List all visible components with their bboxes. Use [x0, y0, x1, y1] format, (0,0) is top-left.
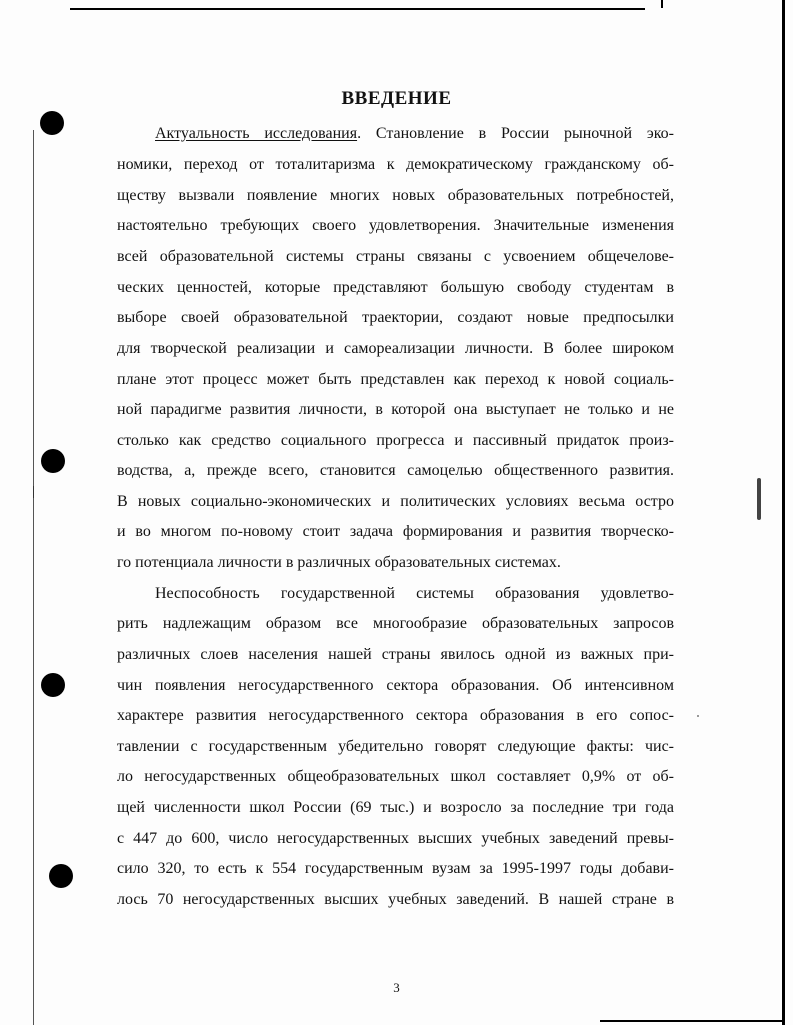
- paragraph-line: В новых социально-экономических и политических условиях весьма остро: [117, 493, 674, 510]
- page-number: 3: [393, 980, 400, 995]
- punch-hole-icon: [41, 673, 65, 697]
- paragraph-line: и во многом по-новому стоит задача формирования и развития творческо-: [117, 523, 674, 540]
- punch-hole-icon: [49, 864, 73, 888]
- paragraph-line: номики, переход от тоталитаризма к демократическому гражданскому об-: [117, 156, 674, 173]
- section-lead: Актуальность исследования: [155, 125, 358, 142]
- punch-hole-icon: [40, 111, 64, 135]
- paragraph-line: плане этот процесс может быть представлен как переход к новой социаль-: [117, 371, 674, 388]
- scan-speck: [697, 715, 699, 717]
- paragraph-line: характере развития негосударственного сектора образования в его сопос-: [117, 707, 674, 724]
- paragraph-line: лось 70 негосударственных высших учебных заведений. В нашей стране в: [117, 891, 674, 908]
- scan-edge-top: [70, 8, 645, 10]
- paragraph-line: щей численности школ России (69 тыс.) и возросло за последние три года: [117, 799, 674, 816]
- scan-smudge: [757, 478, 761, 520]
- paragraph-line: выборе своей образовательной траектории, создают новые предпосылки: [117, 309, 674, 326]
- scan-edge-tick: [661, 0, 663, 8]
- paragraph-line: ществу вызвали появление многих новых образовательных потребностей,: [117, 187, 674, 204]
- paragraph-line: го потенциала личности в различных образовательных системах.: [117, 554, 561, 571]
- paragraph-line: ческих ценностей, которые представляют большую свободу студентам в: [117, 279, 674, 296]
- paragraph-line: для творческой реализации и самореализации личности. В более широком: [117, 340, 674, 357]
- paragraph-line: тавлении с государственным убедительно говорят следующие факты: чис-: [117, 738, 674, 755]
- paragraph-line: водства, а, прежде всего, становится самоцелью общественного развития.: [117, 462, 674, 479]
- paragraph-line: с 447 до 600, число негосударственных высших учебных заведений превы-: [117, 830, 674, 847]
- scan-mark: [33, 486, 34, 498]
- paragraph-line: ло негосударственных общеобразовательных школ составляет 0,9% от об-: [117, 768, 674, 785]
- paragraph-line: Неспособность государственной системы образования удовлетво-: [155, 585, 674, 602]
- paragraph-line: различных слоев населения нашей страны явилось одной из важных при-: [117, 646, 674, 663]
- paragraph-line: настоятельно требующих своего удовлетворения. Значительные изменения: [117, 217, 674, 234]
- punch-hole-icon: [41, 449, 65, 473]
- paragraph-line: чин появления негосударственного сектора образования. Об интенсивном: [117, 677, 674, 694]
- paragraph-line: столько как средство социального прогресса и пассивный придаток произ-: [117, 432, 674, 449]
- scan-edge-bottom: [600, 1020, 782, 1022]
- page-title: ВВЕДЕНИЕ: [341, 88, 452, 109]
- section-lead-rest: . Становление в России рыночной эко-: [357, 125, 674, 142]
- scan-edge-left: [33, 130, 34, 1025]
- paragraph-line: сило 320, то есть к 554 государственным вузам за 1995-1997 годы добави-: [117, 860, 674, 877]
- paragraph-line: ной парадигме развития личности, в которой она выступает не только и не: [117, 401, 674, 418]
- scan-edge-right: [782, 0, 785, 1025]
- paragraph-line: всей образовательной системы страны связаны с усвоением общечелове-: [117, 248, 674, 265]
- paragraph-line: [155, 124, 674, 144]
- paragraph-line: рить надлежащим образом все многообразие образовательных запросов: [117, 615, 674, 632]
